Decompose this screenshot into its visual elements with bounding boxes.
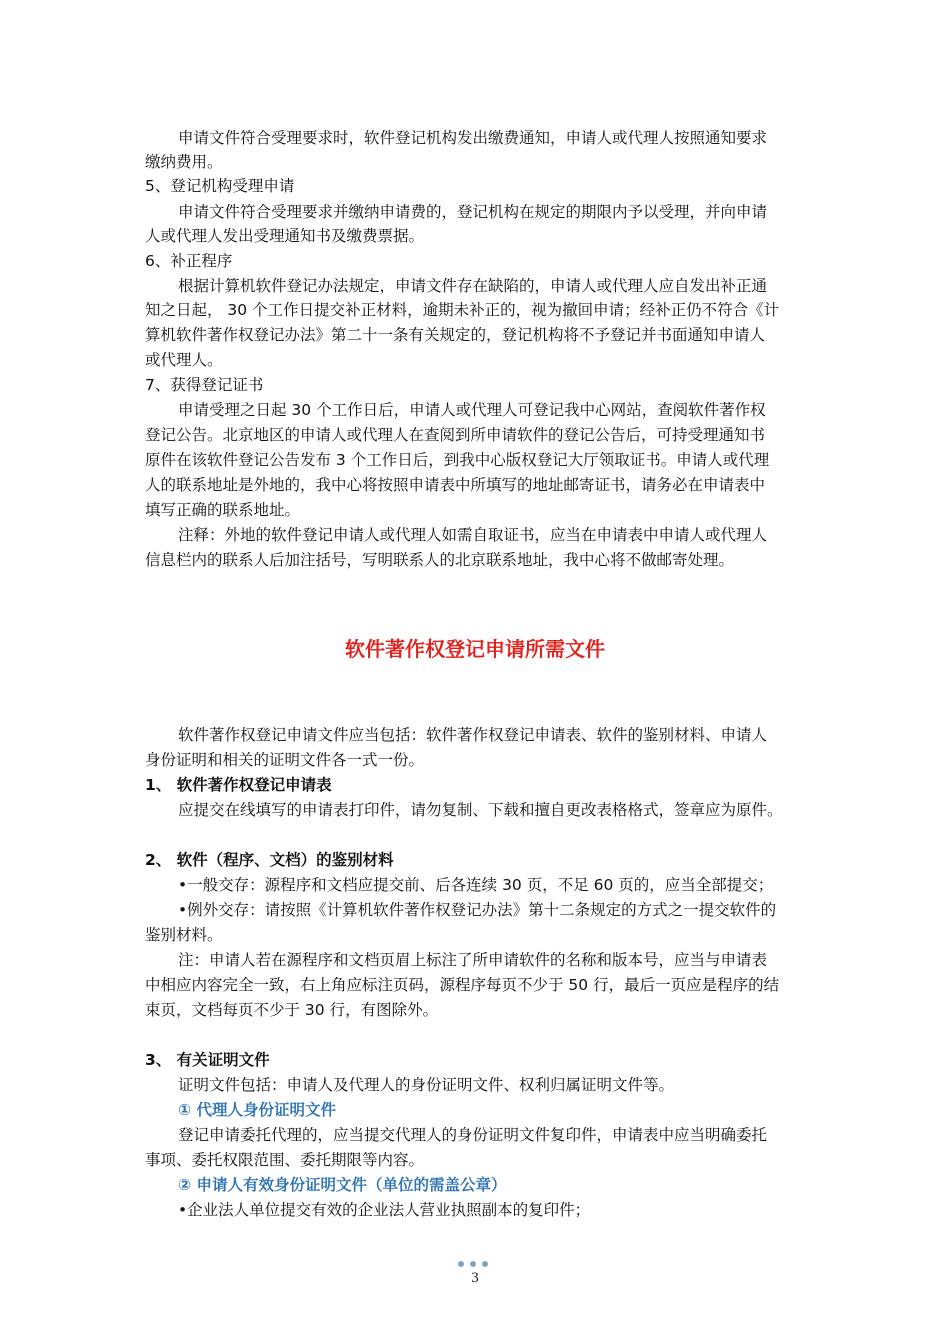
subheading-agent-id: ① 代理人身份证明文件 xyxy=(178,1101,337,1119)
paragraph-line: 或代理人。 xyxy=(145,351,223,369)
paragraph-line: 登记公告。北京地区的申请人或代理人在查阅到所申请软件的登记公告后，可持受理通知书 xyxy=(145,426,766,444)
paragraph-line: 填写正确的联系地址。 xyxy=(145,501,301,519)
note-line: 信息栏内的联系人后加注括号，写明联系人的北京联系地址，我中心将不做邮寄处理。 xyxy=(145,551,735,569)
item-heading: 2、 软件（程序、文档）的鉴别材料 xyxy=(145,851,394,869)
bullet-line: •例外交存：请按照《计算机软件著作权登记办法》第十二条规定的方式之一提交软件的 xyxy=(178,901,777,919)
paragraph-line: 缴纳费用。 xyxy=(145,153,223,171)
dot-icon xyxy=(482,1261,488,1267)
item-heading: 1、 软件著作权登记申请表 xyxy=(145,776,332,794)
subheading-applicant-id: ② 申请人有效身份证明文件（单位的需盖公章） xyxy=(178,1176,507,1194)
paragraph-line: 申请文件符合受理要求时，软件登记机构发出缴费通知，申请人或代理人按照通知要求 xyxy=(178,129,768,147)
paragraph-line: 申请受理之日起 30 个工作日后，申请人或代理人可登记我中心网站，查阅软件著作权 xyxy=(178,401,766,419)
paragraph-line: 人的联系地址是外地的，我中心将按照申请表中所填写的地址邮寄证书，请务必在申请表中 xyxy=(145,476,766,494)
step-heading: 5、登记机构受理申请 xyxy=(145,177,295,195)
item-heading: 3、 有关证明文件 xyxy=(145,1051,270,1069)
note-line: 注：申请人若在源程序和文档页眉上标注了所申请软件的名称和版本号，应当与申请表 xyxy=(178,951,768,969)
paragraph-line: 算机软件著作权登记办法》第二十一条有关规定的，登记机构将不予登记并书面通知申请人 xyxy=(145,326,766,344)
paragraph-line: 身份证明和相关的证明文件各一式一份。 xyxy=(145,751,425,769)
paragraph-line: 事项、委托权限范围、委托期限等内容。 xyxy=(145,1151,425,1169)
page-number: 3 xyxy=(471,1270,479,1286)
section-title: 软件著作权登记申请所需文件 xyxy=(345,637,605,661)
step-heading: 7、获得登记证书 xyxy=(145,376,264,394)
bullet-line: 鉴别材料。 xyxy=(145,926,223,944)
bullet-line: •企业法人单位提交有效的企业法人营业执照副本的复印件； xyxy=(178,1201,591,1219)
note-line: 束页，文档每页不少于 30 行，有图除外。 xyxy=(145,1001,439,1019)
paragraph-line: 登记申请委托代理的，应当提交代理人的身份证明文件复印件，申请表中应当明确委托 xyxy=(178,1126,768,1144)
paragraph-line: 知之日起， 30 个工作日提交补正材料，逾期未补正的，视为撤回申请；经补正仍不符合《计 xyxy=(145,301,780,319)
paragraph-line: 应提交在线填写的申请表打印件，请勿复制、下载和擅自更改表格格式，签章应为原件。 xyxy=(178,801,783,819)
dot-icon xyxy=(458,1261,464,1267)
step-heading: 6、补正程序 xyxy=(145,252,233,270)
bullet-line: •一般交存：源程序和文档应提交前、后各连续 30 页，不足 60 页的，应当全部提交； xyxy=(178,876,774,894)
paragraph-line: 证明文件包括：申请人及代理人的身份证明文件、权利归属证明文件等。 xyxy=(178,1076,675,1094)
paragraph-line: 软件著作权登记申请文件应当包括：软件著作权登记申请表、软件的鉴别材料、申请人 xyxy=(178,726,768,744)
note-line: 注释：外地的软件登记申请人或代理人如需自取证书，应当在申请表中申请人或代理人 xyxy=(178,526,768,544)
note-line: 中相应内容完全一致，右上角应标注页码，源程序每页不少于 50 行，最后一页应是程序的结 xyxy=(145,976,780,994)
page-dots-icon xyxy=(458,1261,492,1269)
paragraph-line: 原件在该软件登记公告发布 3 个工作日后，到我中心版权登记大厅领取证书。申请人或代理 xyxy=(145,451,770,469)
dot-icon xyxy=(470,1261,476,1267)
paragraph-line: 人或代理人发出受理通知书及缴费票据。 xyxy=(145,227,425,245)
paragraph-line: 申请文件符合受理要求并缴纳申请费的，登记机构在规定的期限内予以受理，并向申请 xyxy=(178,203,768,221)
paragraph-line: 根据计算机软件登记办法规定，申请文件存在缺陷的，申请人或代理人应自发出补正通 xyxy=(178,277,768,295)
